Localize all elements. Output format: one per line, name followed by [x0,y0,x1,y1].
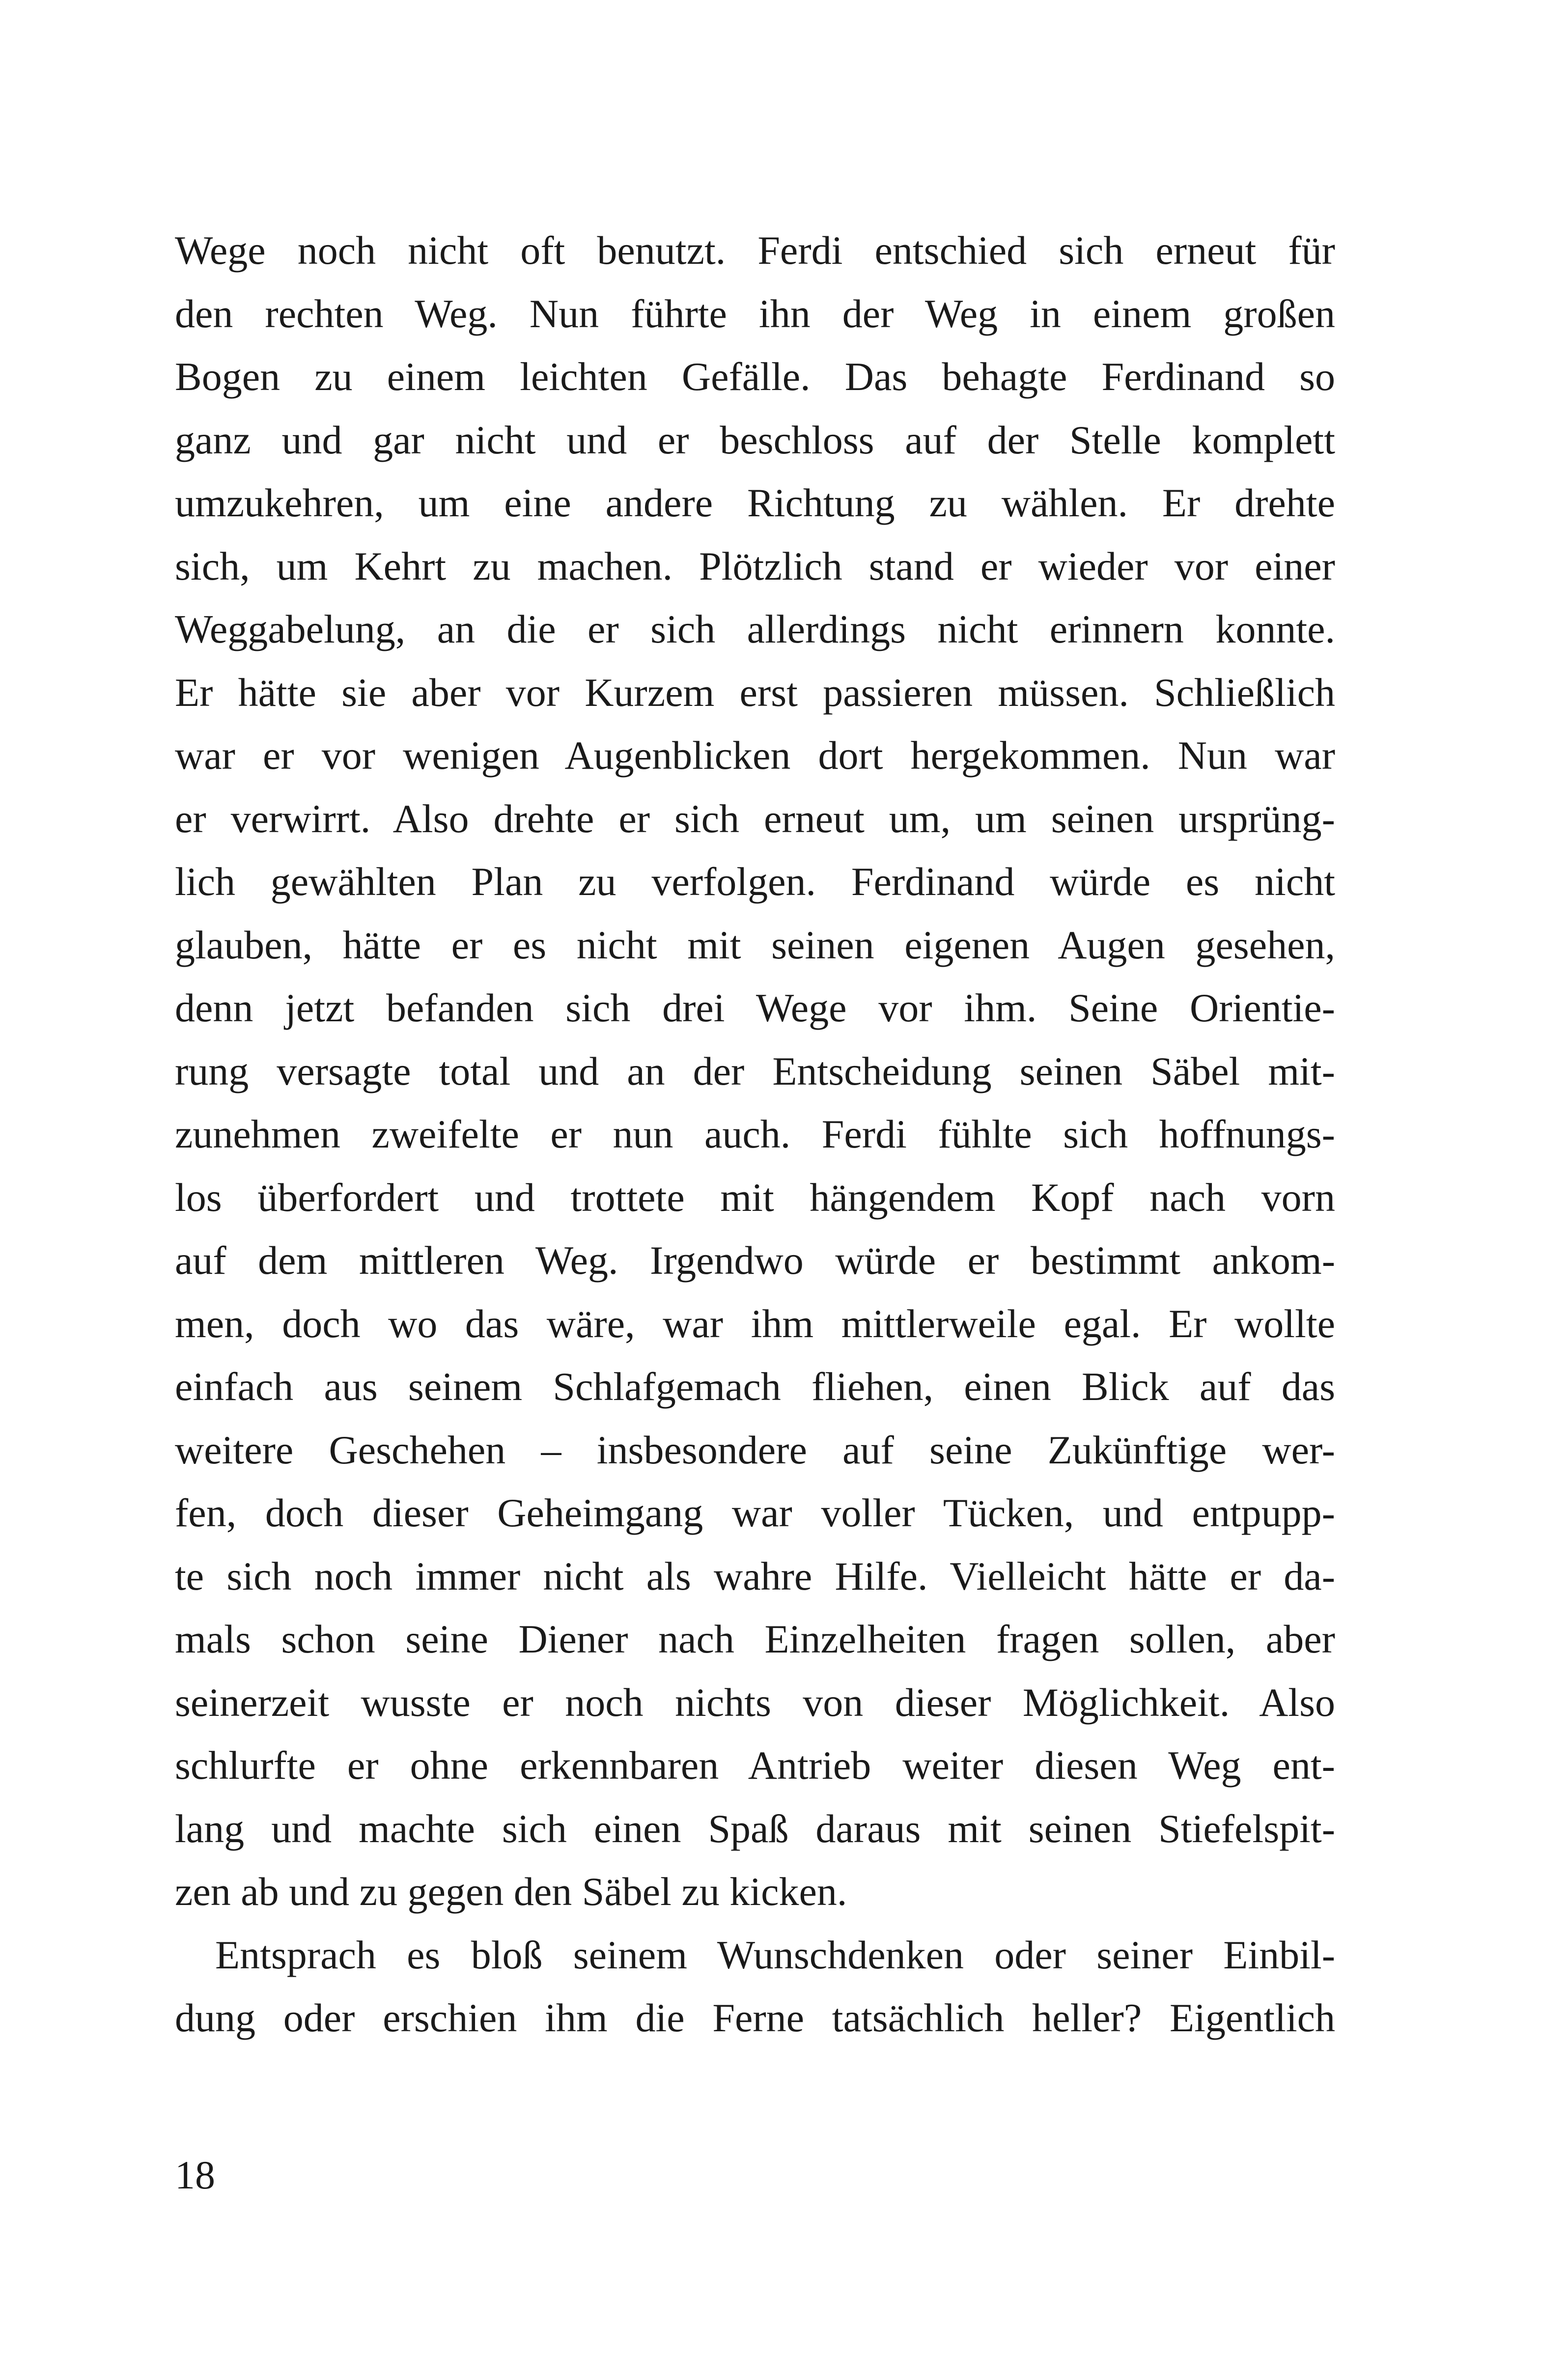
text-line: lang und machte sich einen Spaß daraus mit seinen Stiefelspit- [175,1806,1335,1851]
text-line: denn jetzt befanden sich drei Wege vor ihm. Seine Orientie- [175,985,1335,1030]
text-line: sich, um Kehrt zu machen. Plötzlich stand er wieder vor einer [175,543,1335,588]
text-line: lich gewählten Plan zu verfolgen. Ferdinand würde es nicht [175,859,1335,904]
text-line: seinerzeit wusste er noch nichts von dieser Möglichkeit. Also [175,1680,1335,1725]
body-text [175,219,1335,2050]
text-line: mals schon seine Diener nach Einzelheiten fragen sollen, aber [175,1617,1335,1661]
text-line: einfach aus seinem Schlafgemach fliehen, einen Blick auf das [175,1364,1335,1409]
text-line: war er vor wenigen Augenblicken dort hergekommen. Nun war [175,733,1335,778]
text-line: Entsprach es bloß seinem Wunschdenken oder seiner Einbil- [215,1932,1335,1977]
text-line: fen, doch dieser Geheimgang war voller Tücken, und entpupp- [175,1490,1335,1535]
text-line: schlurfte er ohne erkennbaren Antrieb weiter diesen Weg ent- [175,1743,1335,1788]
text-line: er verwirrt. Also drehte er sich erneut um, um seinen ursprüng- [175,796,1335,841]
text-line: den rechten Weg. Nun führte ihn der Weg in einem großen [175,291,1335,336]
text-line: men, doch wo das wäre, war ihm mittlerweile egal. Er wollte [175,1301,1335,1346]
text-line: Wege noch nicht oft benutzt. Ferdi entschied sich erneut für [175,228,1335,273]
page-number: 18 [175,2153,215,2197]
text-line: te sich noch immer nicht als wahre Hilfe. Vielleicht hätte er da- [175,1553,1335,1598]
text-line: ganz und gar nicht und er beschloss auf der Stelle komplett [175,417,1335,462]
paragraph [175,1924,1335,2050]
paragraph [175,219,1335,1924]
text-line: umzukehren, um eine andere Richtung zu wählen. Er drehte [175,480,1335,525]
text-line: Weggabelung, an die er sich allerdings nicht erinnern konnte. [175,607,1335,651]
text-line: weitere Geschehen – insbesondere auf seine Zukünftige wer- [175,1427,1335,1472]
text-line: Er hätte sie aber vor Kurzem erst passieren müssen. Schließlich [175,670,1335,715]
text-line: glauben, hätte er es nicht mit seinen eigenen Augen gesehen, [175,922,1335,967]
text-line: rung versagte total und an der Entscheidung seinen Säbel mit- [175,1048,1335,1093]
text-line: Bogen zu einem leichten Gefälle. Das behagte Ferdinand so [175,354,1335,399]
text-line: zunehmen zweifelte er nun auch. Ferdi fühlte sich hoffnungs- [175,1112,1335,1156]
text-line: auf dem mittleren Weg. Irgendwo würde er bestimmt ankom- [175,1238,1335,1283]
text-line: los überfordert und trottete mit hängendem Kopf nach vorn [175,1175,1335,1220]
text-line: zen ab und zu gegen den Säbel zu kicken. [175,1869,847,1914]
text-line: dung oder erschien ihm die Ferne tatsächlich heller? Eigentlich [175,1995,1335,2040]
